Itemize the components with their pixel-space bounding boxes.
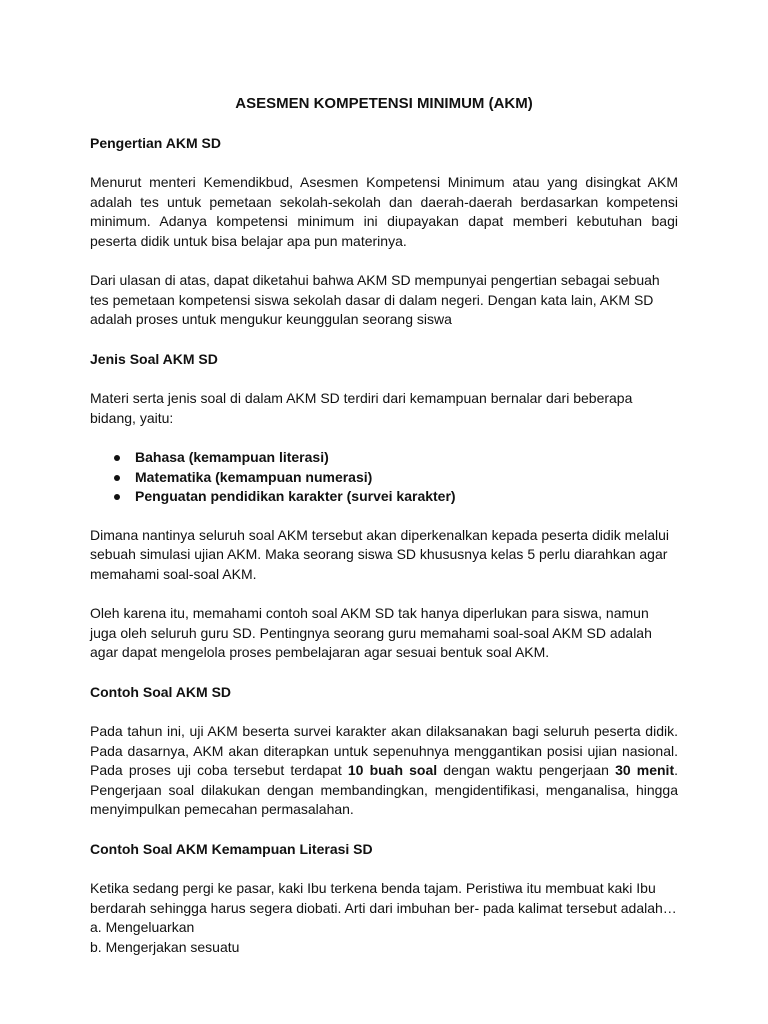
document-title: ASESMEN KOMPETENSI MINIMUM (AKM): [235, 95, 533, 112]
bold-waktu-pengerjaan: 30 menit: [615, 762, 675, 778]
paragraph-jenis-2: Oleh karena itu, memahami contoh soal AKM SD tak hanya diperlukan para siswa, namun juga oleh seluruh guru SD. Pentingnya seorang guru memahami soal-soal AKM SD adalah agar dapat mengelola proses pembelajaran agar sesuai bentuk soal AKM.: [90, 605, 652, 660]
answer-option-b: b. Mengerjakan sesuatu: [90, 938, 240, 955]
heading-jenis-soal: Jenis Soal AKM SD: [90, 350, 218, 367]
bullet-list-bidang: [90, 448, 678, 507]
question-line: berdarah sehingga harus segera diobati. Arti dari imbuhan ber- pada kalimat tersebut adalah…: [90, 899, 677, 916]
heading-pengertian: Pengertian AKM SD: [90, 134, 221, 151]
paragraph-contoh-text-2: dengan waktu pengerjaan: [443, 762, 609, 778]
answer-option-a: a. Mengeluarkan: [90, 919, 195, 935]
list-item: Penguatan pendidikan karakter (survei karakter): [90, 487, 678, 507]
paragraph-contoh-text-1: Pada tahun ini, uji AKM beserta survei karakter akan dilaksanakan bagi seluruh peserta didik. Pada dasarnya, AKM akan diterapkan untuk sepenuhnya menggantikan posisi ujian nasional. Pada proses uji coba tersebut terdapat: [90, 723, 678, 778]
paragraph-pengertian-2: Dari ulasan di atas, dapat diketahui bahwa AKM SD mempunyai pengertian sebagai sebuah tes pemetaan kompetensi siswa sekolah dasar di dalam negeri. Dengan kata lain, AKM SD adalah proses untuk mengukur keunggulan seorang siswa: [90, 272, 660, 327]
question-line: Ketika sedang pergi ke pasar, kaki Ibu terkena benda tajam. Peristiwa itu membuat kaki Ibu: [90, 880, 656, 896]
paragraph-jenis-1: Dimana nantinya seluruh soal AKM tersebut akan diperkenalkan kepada peserta didik melalui sebuah simulasi ujian AKM. Maka seorang siswa SD khususnya kelas 5 perlu diarahkan agar memahami soal-soal AKM.: [90, 526, 670, 582]
paragraph-jenis-intro: Materi serta jenis soal di dalam AKM SD terdiri dari kemampuan bernalar dari beberapa bidang, yaitu:: [90, 390, 633, 426]
list-item: Bahasa (kemampuan literasi): [90, 448, 678, 468]
heading-contoh-soal: Contoh Soal AKM SD: [90, 683, 232, 700]
bold-jumlah-soal: 10 buah soal: [347, 762, 438, 778]
paragraph-contoh: [90, 722, 678, 820]
paragraph-contoh-text-3: . Pengerjaan soal dilakukan dengan membandingkan, mengidentifikasi, menganalisa, hingga menyimpulkan pemecahan permasalahan.: [90, 762, 678, 817]
question-text: [90, 879, 678, 918]
paragraph-pengertian-1: Menurut menteri Kemendikbud, Asesmen Kompetensi Minimum atau yang disingkat AKM adalah tes untuk pemetaan sekolah-sekolah dan daerah-daerah berdasarkan kompetensi minimum. Adanya kompetensi minimum ini diupayakan dapat memberi kebutuhan bagi peserta didik untuk bisa belajar apa pun materinya.: [90, 174, 678, 249]
list-item: Matematika (kemampuan numerasi): [90, 468, 678, 488]
heading-contoh-literasi: Contoh Soal AKM Kemampuan Literasi SD: [90, 840, 373, 857]
